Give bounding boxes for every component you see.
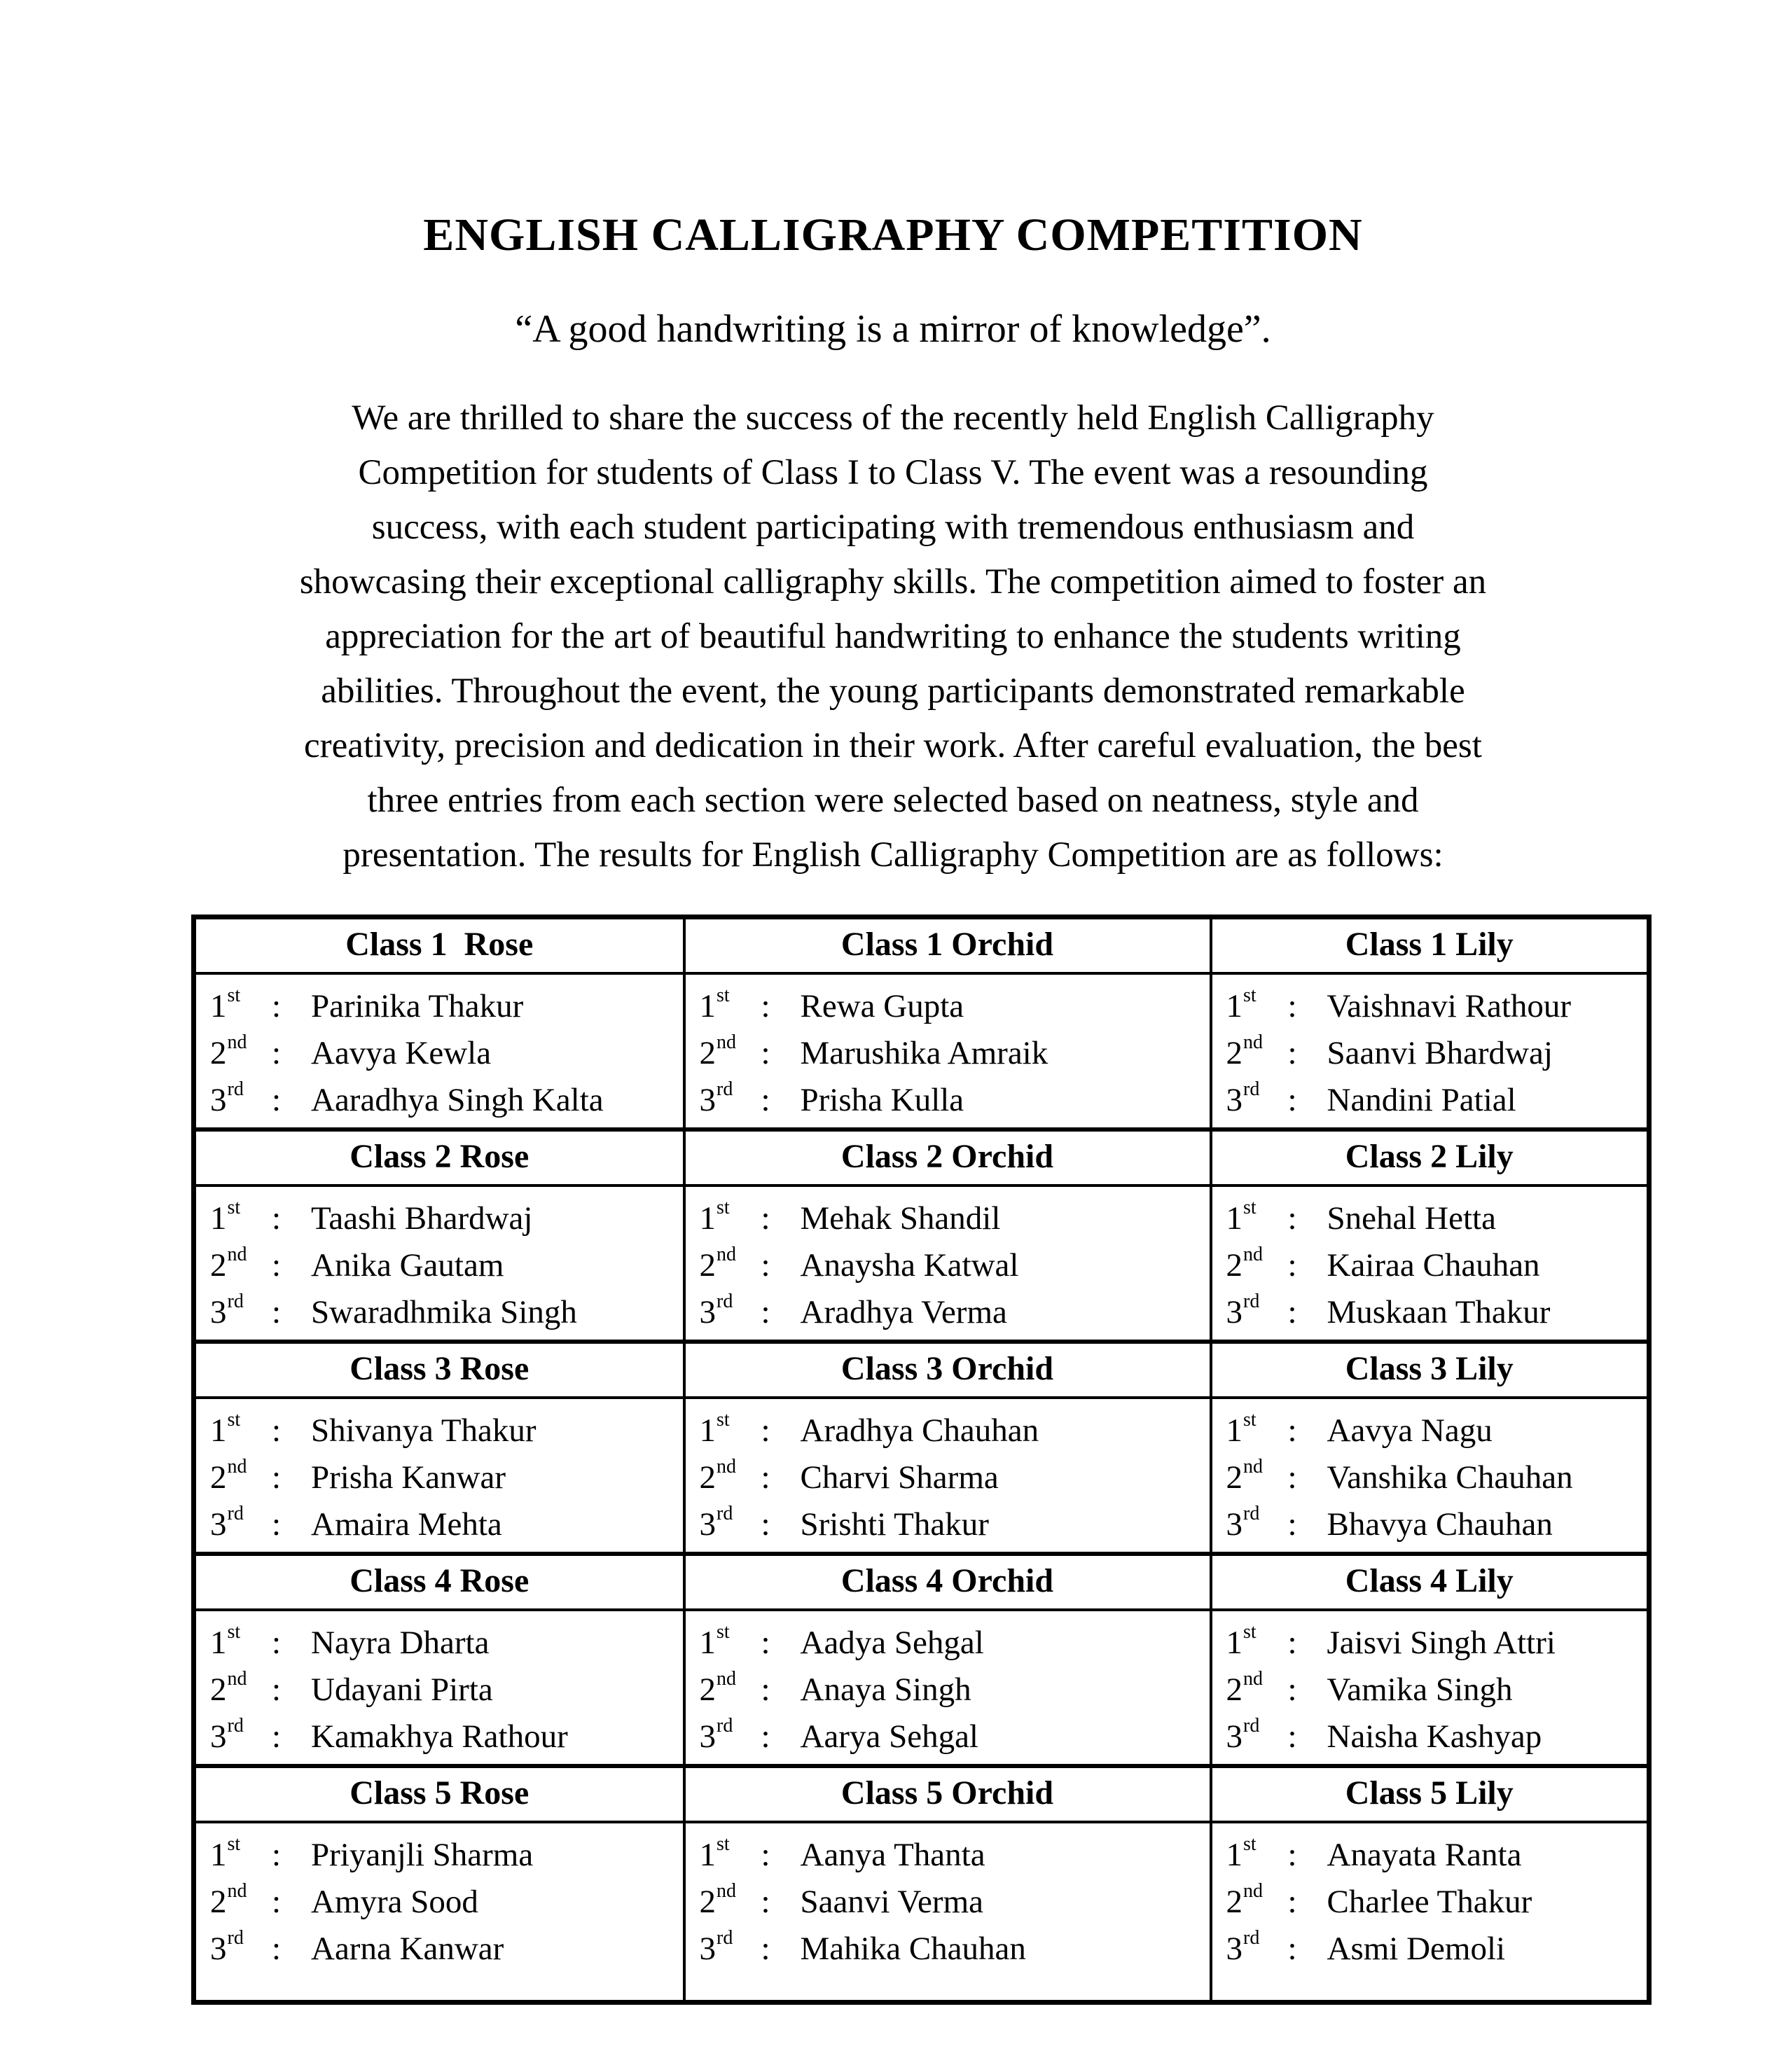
winner-name: Shivanya Thakur <box>311 1412 537 1449</box>
rank-name-separator: : <box>272 1625 282 1661</box>
winner-name: Vamika Singh <box>1327 1671 1513 1708</box>
winner-rank: 1st <box>1226 1197 1257 1237</box>
class-header-1-rose: Class 1 Rose <box>194 917 684 974</box>
winner-rank: 1st <box>699 985 730 1024</box>
rank-ordinal-suffix: rd <box>717 1927 733 1949</box>
rank-ordinal-suffix: nd <box>1243 1031 1263 1053</box>
rank-ordinal-suffix: st <box>1243 985 1257 1006</box>
winner-line <box>210 1454 677 1501</box>
rank-name-separator: : <box>272 1931 282 1967</box>
rank-ordinal-suffix: rd <box>227 1927 244 1949</box>
winner-line <box>1226 1926 1642 1973</box>
rank-ordinal-suffix: st <box>717 1197 730 1218</box>
winner-name: Prisha Kulla <box>800 1082 964 1118</box>
winner-rank: 1st <box>699 1621 730 1661</box>
class-header-4-orchid: Class 4 Orchid <box>684 1554 1211 1610</box>
winner-name: Marushika Amraik <box>800 1035 1048 1071</box>
class-2-header-row <box>194 1129 1649 1186</box>
rank-name-separator: : <box>1287 1412 1297 1449</box>
winner-line <box>700 1030 1204 1077</box>
winner-name: Saanvi Bhardwaj <box>1327 1035 1553 1071</box>
intro-line-8: three entries from each section were selected based on neatness, style and <box>367 781 1419 820</box>
winner-rank: 1st <box>210 1833 241 1873</box>
rank-ordinal-suffix: st <box>1243 1409 1257 1431</box>
winner-name: Aarya Sehgal <box>800 1718 978 1755</box>
rank-name-separator: : <box>272 1459 282 1496</box>
winner-line <box>210 1832 677 1879</box>
rank-ordinal-suffix: nd <box>1243 1244 1263 1265</box>
rank-name-separator: : <box>1287 1035 1297 1071</box>
class-4-winners-row <box>194 1610 1649 1766</box>
winner-line <box>210 1667 677 1713</box>
winner-rank: 1st <box>210 1409 241 1449</box>
winner-line <box>210 1077 677 1124</box>
winner-name: Parinika Thakur <box>311 988 524 1024</box>
winner-rank: 1st <box>1226 985 1257 1024</box>
rank-ordinal-suffix: st <box>717 985 730 1006</box>
class-5-header-row <box>194 1766 1649 1822</box>
class-header-3-orchid: Class 3 Orchid <box>684 1342 1211 1398</box>
rank-ordinal-suffix: nd <box>717 1456 736 1477</box>
winner-line <box>210 1195 677 1242</box>
winners-cell-4-rose <box>194 1610 684 1766</box>
rank-ordinal-suffix: nd <box>227 1456 247 1477</box>
rank-name-separator: : <box>272 1506 282 1543</box>
winner-line <box>700 1289 1204 1336</box>
winner-name: Muskaan Thakur <box>1327 1294 1551 1330</box>
rank-ordinal-suffix: st <box>227 985 241 1006</box>
rank-name-separator: : <box>272 1718 282 1755</box>
class-header-2-rose: Class 2 Rose <box>194 1129 684 1186</box>
winner-rank: 2nd <box>210 1244 247 1284</box>
winners-cell-3-orchid <box>684 1398 1211 1554</box>
class-4-header-row <box>194 1554 1649 1610</box>
rank-name-separator: : <box>761 1035 770 1071</box>
winner-name: Aavya Kewla <box>311 1035 492 1071</box>
rank-name-separator: : <box>1287 1837 1297 1873</box>
winner-line <box>1226 983 1642 1030</box>
winner-name: Mahika Chauhan <box>800 1931 1026 1967</box>
winner-line <box>210 1713 677 1760</box>
class-header-1-lily: Class 1 Lily <box>1211 917 1649 974</box>
winners-cell-5-rose <box>194 1822 684 2003</box>
winner-line <box>700 1926 1204 1973</box>
winner-rank: 2nd <box>1226 1456 1263 1496</box>
rank-name-separator: : <box>1287 1247 1297 1284</box>
rank-ordinal-suffix: nd <box>717 1031 736 1053</box>
rank-ordinal-suffix: st <box>1243 1197 1257 1218</box>
rank-ordinal-suffix: rd <box>227 1503 244 1524</box>
rank-name-separator: : <box>761 1506 770 1543</box>
winner-rank: 2nd <box>699 1031 736 1071</box>
intro-paragraph <box>140 391 1646 882</box>
rank-name-separator: : <box>272 1671 282 1708</box>
winner-line <box>700 1195 1204 1242</box>
winner-name: Anika Gautam <box>311 1247 504 1284</box>
winner-name: Vanshika Chauhan <box>1327 1459 1573 1496</box>
winner-name: Aanya Thanta <box>800 1837 985 1873</box>
winner-line <box>210 1620 677 1667</box>
rank-ordinal-suffix: rd <box>717 1503 733 1524</box>
rank-name-separator: : <box>1287 1294 1297 1330</box>
winner-rank: 2nd <box>210 1880 247 1920</box>
rank-ordinal-suffix: rd <box>717 1078 733 1100</box>
rank-ordinal-suffix: nd <box>717 1244 736 1265</box>
winner-rank: 2nd <box>1226 1031 1263 1071</box>
winners-cell-1-lily <box>1211 973 1649 1129</box>
winner-line <box>210 1289 677 1336</box>
rank-name-separator: : <box>272 1837 282 1873</box>
winner-name: Bhavya Chauhan <box>1327 1506 1553 1543</box>
rank-ordinal-suffix: st <box>1243 1833 1257 1855</box>
rank-ordinal-suffix: nd <box>1243 1880 1263 1902</box>
intro-line-9: presentation. The results for English Calligraphy Competition are as follows: <box>342 835 1444 875</box>
class-header-4-rose: Class 4 Rose <box>194 1554 684 1610</box>
rank-ordinal-suffix: rd <box>717 1715 733 1737</box>
rank-ordinal-suffix: st <box>717 1621 730 1643</box>
winner-rank: 1st <box>210 1197 241 1237</box>
class-1-header-row <box>194 917 1649 974</box>
rank-name-separator: : <box>272 1035 282 1071</box>
class-header-2-lily: Class 2 Lily <box>1211 1129 1649 1186</box>
winner-line <box>210 1926 677 1973</box>
rank-name-separator: : <box>272 1200 282 1237</box>
winner-name: Kamakhya Rathour <box>311 1718 568 1755</box>
rank-ordinal-suffix: rd <box>1243 1503 1260 1524</box>
rank-name-separator: : <box>761 1931 770 1967</box>
winner-rank: 1st <box>699 1833 730 1873</box>
intro-line-5: appreciation for the art of beautiful handwriting to enhance the students writing <box>325 617 1461 656</box>
winner-name: Anaya Singh <box>800 1671 971 1708</box>
winners-cell-4-orchid <box>684 1610 1211 1766</box>
winner-line <box>700 1242 1204 1289</box>
winner-name: Nandini Patial <box>1327 1082 1516 1118</box>
winner-rank: 3rd <box>699 1927 733 1967</box>
winner-line <box>210 1501 677 1548</box>
winner-rank: 3rd <box>210 1291 244 1330</box>
rank-name-separator: : <box>1287 1931 1297 1967</box>
rank-ordinal-suffix: rd <box>1243 1291 1260 1312</box>
results-table <box>191 915 1652 2005</box>
winner-line <box>210 1030 677 1077</box>
winners-cell-5-orchid <box>684 1822 1211 2003</box>
winners-cell-4-lily <box>1211 1610 1649 1766</box>
winner-rank: 3rd <box>210 1927 244 1967</box>
winner-rank: 1st <box>210 1621 241 1661</box>
winner-rank: 3rd <box>699 1291 733 1330</box>
class-3-header-row <box>194 1342 1649 1398</box>
rank-ordinal-suffix: st <box>227 1409 241 1431</box>
winner-line <box>700 1667 1204 1713</box>
rank-name-separator: : <box>272 1294 282 1330</box>
rank-ordinal-suffix: rd <box>717 1291 733 1312</box>
winners-cell-2-orchid <box>684 1186 1211 1342</box>
winner-line <box>1226 1501 1642 1548</box>
winner-name: Jaisvi Singh Attri <box>1327 1625 1556 1661</box>
winner-name: Vaishnavi Rathour <box>1327 988 1572 1024</box>
winner-name: Prisha Kanwar <box>311 1459 506 1496</box>
rank-name-separator: : <box>761 1082 770 1118</box>
rank-name-separator: : <box>1287 1884 1297 1920</box>
class-2-winners-row <box>194 1186 1649 1342</box>
rank-name-separator: : <box>761 1884 770 1920</box>
winner-line <box>700 1832 1204 1879</box>
winner-line <box>700 1077 1204 1124</box>
winner-name: Mehak Shandil <box>800 1200 1001 1237</box>
winner-name: Charvi Sharma <box>800 1459 999 1496</box>
winner-line <box>210 1242 677 1289</box>
rank-name-separator: : <box>1287 1718 1297 1755</box>
rank-name-separator: : <box>272 1412 282 1449</box>
rank-name-separator: : <box>1287 988 1297 1024</box>
rank-ordinal-suffix: st <box>1243 1621 1257 1643</box>
winner-name: Aradhya Chauhan <box>800 1412 1039 1449</box>
class-header-3-lily: Class 3 Lily <box>1211 1342 1649 1398</box>
winner-line <box>1226 1289 1642 1336</box>
winner-line <box>1226 1832 1642 1879</box>
class-header-4-lily: Class 4 Lily <box>1211 1554 1649 1610</box>
quote-line: “A good handwriting is a mirror of knowledge”. <box>515 307 1271 351</box>
results-table-body <box>194 917 1649 2003</box>
winner-name: Priyanjli Sharma <box>311 1837 534 1873</box>
rank-name-separator: : <box>761 1412 770 1449</box>
rank-name-separator: : <box>1287 1200 1297 1237</box>
winner-rank: 1st <box>699 1409 730 1449</box>
winners-cell-1-orchid <box>684 973 1211 1129</box>
intro-line-1: We are thrilled to share the success of the recently held English Calligraphy <box>352 398 1434 438</box>
rank-ordinal-suffix: rd <box>227 1078 244 1100</box>
winners-cell-3-rose <box>194 1398 684 1554</box>
rank-name-separator: : <box>761 1200 770 1237</box>
winner-line <box>210 1879 677 1926</box>
rank-name-separator: : <box>1287 1625 1297 1661</box>
winner-rank: 3rd <box>1226 1927 1260 1967</box>
winner-rank: 3rd <box>1226 1503 1260 1543</box>
winner-name: Taashi Bhardwaj <box>311 1200 533 1237</box>
winner-name: Nayra Dharta <box>311 1625 490 1661</box>
winners-cell-3-lily <box>1211 1398 1649 1554</box>
winner-name: Anayata Ranta <box>1327 1837 1522 1873</box>
rank-name-separator: : <box>761 1247 770 1284</box>
winners-cell-1-rose <box>194 973 684 1129</box>
rank-ordinal-suffix: st <box>227 1197 241 1218</box>
winner-rank: 3rd <box>210 1715 244 1755</box>
rank-name-separator: : <box>761 1625 770 1661</box>
rank-ordinal-suffix: nd <box>227 1668 247 1690</box>
winner-line <box>1226 1077 1642 1124</box>
winner-rank: 2nd <box>699 1244 736 1284</box>
rank-name-separator: : <box>1287 1082 1297 1118</box>
rank-ordinal-suffix: nd <box>1243 1456 1263 1477</box>
rank-ordinal-suffix: rd <box>1243 1078 1260 1100</box>
winners-cell-2-rose <box>194 1186 684 1342</box>
rank-name-separator: : <box>1287 1459 1297 1496</box>
intro-line-4: showcasing their exceptional calligraphy skills. The competition aimed to foster an <box>299 562 1487 602</box>
class-3-winners-row <box>194 1398 1649 1554</box>
winner-rank: 1st <box>1226 1621 1257 1661</box>
rank-name-separator: : <box>761 1671 770 1708</box>
rank-ordinal-suffix: st <box>717 1833 730 1855</box>
winner-rank: 3rd <box>699 1503 733 1543</box>
winner-rank: 3rd <box>1226 1291 1260 1330</box>
winner-name: Amyra Sood <box>311 1884 478 1920</box>
class-header-5-orchid: Class 5 Orchid <box>684 1766 1211 1822</box>
intro-line-2: Competition for students of Class I to Class V. The event was a resounding <box>358 453 1428 492</box>
rank-ordinal-suffix: nd <box>227 1244 247 1265</box>
winner-name: Swaradhmika Singh <box>311 1294 577 1330</box>
winner-line <box>700 1407 1204 1454</box>
class-1-winners-row <box>194 973 1649 1129</box>
winner-line <box>1226 1195 1642 1242</box>
winner-rank: 2nd <box>210 1668 247 1708</box>
winner-rank: 2nd <box>210 1031 247 1071</box>
rank-name-separator: : <box>1287 1671 1297 1708</box>
winner-line <box>1226 1713 1642 1760</box>
winners-cell-5-lily <box>1211 1822 1649 2003</box>
winner-line <box>210 1407 677 1454</box>
winner-name: Naisha Kashyap <box>1327 1718 1542 1755</box>
rank-ordinal-suffix: nd <box>227 1031 247 1053</box>
rank-name-separator: : <box>272 1082 282 1118</box>
rank-name-separator: : <box>272 1247 282 1284</box>
class-header-2-orchid: Class 2 Orchid <box>684 1129 1211 1186</box>
winner-rank: 2nd <box>699 1880 736 1920</box>
winner-rank: 2nd <box>1226 1668 1263 1708</box>
winner-rank: 1st <box>699 1197 730 1237</box>
winner-name: Aavya Nagu <box>1327 1412 1493 1449</box>
rank-ordinal-suffix: rd <box>1243 1715 1260 1737</box>
winner-rank: 2nd <box>1226 1880 1263 1920</box>
winner-name: Aradhya Verma <box>800 1294 1007 1330</box>
winner-line <box>700 1501 1204 1548</box>
rank-ordinal-suffix: nd <box>717 1880 736 1902</box>
rank-ordinal-suffix: nd <box>1243 1668 1263 1690</box>
winner-line <box>1226 1454 1642 1501</box>
winner-line <box>700 1454 1204 1501</box>
winner-line <box>1226 1620 1642 1667</box>
rank-ordinal-suffix: st <box>227 1621 241 1643</box>
rank-name-separator: : <box>761 1294 770 1330</box>
rank-ordinal-suffix: nd <box>717 1668 736 1690</box>
winner-rank: 2nd <box>1226 1244 1263 1284</box>
winners-cell-2-lily <box>1211 1186 1649 1342</box>
winner-rank: 1st <box>210 985 241 1024</box>
winner-name: Anaysha Katwal <box>800 1247 1019 1284</box>
winner-name: Asmi Demoli <box>1327 1931 1506 1967</box>
class-header-3-rose: Class 3 Rose <box>194 1342 684 1398</box>
winner-name: Charlee Thakur <box>1327 1884 1532 1920</box>
winner-line <box>1226 1242 1642 1289</box>
rank-ordinal-suffix: rd <box>1243 1927 1260 1949</box>
winner-line <box>1226 1030 1642 1077</box>
rank-ordinal-suffix: nd <box>227 1880 247 1902</box>
winner-name: Amaira Mehta <box>311 1506 502 1543</box>
winner-rank: 2nd <box>699 1668 736 1708</box>
intro-line-6: abilities. Throughout the event, the young participants demonstrated remarkable <box>321 672 1465 711</box>
rank-ordinal-suffix: st <box>227 1833 241 1855</box>
rank-name-separator: : <box>272 1884 282 1920</box>
class-header-5-lily: Class 5 Lily <box>1211 1766 1649 1822</box>
page-title: ENGLISH CALLIGRAPHY COMPETITION <box>423 209 1363 260</box>
rank-name-separator: : <box>272 988 282 1024</box>
class-header-1-orchid: Class 1 Orchid <box>684 917 1211 974</box>
winner-rank: 3rd <box>1226 1078 1260 1118</box>
winner-rank: 1st <box>1226 1409 1257 1449</box>
rank-ordinal-suffix: rd <box>227 1291 244 1312</box>
winner-line <box>700 1879 1204 1926</box>
winner-name: Kairaa Chauhan <box>1327 1247 1540 1284</box>
winner-name: Udayani Pirta <box>311 1671 493 1708</box>
class-header-5-rose: Class 5 Rose <box>194 1766 684 1822</box>
winner-rank: 3rd <box>699 1078 733 1118</box>
winner-line <box>700 1713 1204 1760</box>
winner-line <box>1226 1879 1642 1926</box>
winner-name: Saanvi Verma <box>800 1884 983 1920</box>
winner-line <box>700 983 1204 1030</box>
rank-ordinal-suffix: rd <box>227 1715 244 1737</box>
winner-rank: 3rd <box>210 1503 244 1543</box>
winner-name: Aaradhya Singh Kalta <box>311 1082 604 1118</box>
winner-rank: 3rd <box>699 1715 733 1755</box>
winner-rank: 2nd <box>699 1456 736 1496</box>
winner-name: Snehal Hetta <box>1327 1200 1496 1237</box>
winner-line <box>1226 1407 1642 1454</box>
rank-name-separator: : <box>761 1718 770 1755</box>
winner-rank: 2nd <box>210 1456 247 1496</box>
winner-rank: 1st <box>1226 1833 1257 1873</box>
rank-name-separator: : <box>761 988 770 1024</box>
winner-line <box>700 1620 1204 1667</box>
rank-ordinal-suffix: st <box>717 1409 730 1431</box>
winner-rank: 3rd <box>1226 1715 1260 1755</box>
rank-name-separator: : <box>761 1837 770 1873</box>
winner-name: Aadya Sehgal <box>800 1625 984 1661</box>
intro-line-3: success, with each student participating with tremendous enthusiasm and <box>371 508 1415 547</box>
rank-name-separator: : <box>1287 1506 1297 1543</box>
rank-name-separator: : <box>761 1459 770 1496</box>
winner-line <box>210 983 677 1030</box>
winner-name: Rewa Gupta <box>800 988 964 1024</box>
winner-line <box>1226 1667 1642 1713</box>
class-5-winners-row <box>194 1822 1649 2003</box>
intro-line-7: creativity, precision and dedication in their work. After careful evaluation, the best <box>304 726 1482 765</box>
winner-name: Srishti Thakur <box>800 1506 989 1543</box>
winner-rank: 3rd <box>210 1078 244 1118</box>
winner-name: Aarna Kanwar <box>311 1931 504 1967</box>
